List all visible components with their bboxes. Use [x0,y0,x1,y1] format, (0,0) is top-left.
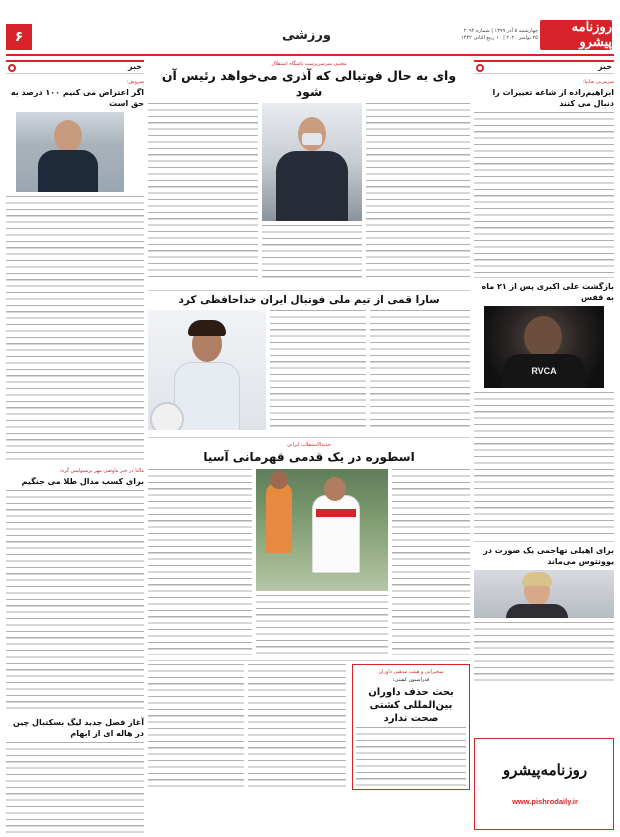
article-body [270,310,366,430]
article-body [474,112,614,274]
suit [276,151,348,221]
story-kicker: مالتا در خبر ماوضی مهر پرسپولیس گره: [59,468,144,474]
face [324,477,346,501]
article-body [148,469,252,655]
newspaper-ad [474,738,614,830]
article-body [370,310,470,430]
date-line-1: چهارشنبه ۵ آذر ۱۳۹۹ | شماره ۲۰۹۲ [463,28,538,34]
coach-photo [16,112,124,192]
story-kicker: مجتبی سرسرپرست باشگاه استقلال [271,61,347,67]
home-player [312,495,360,573]
bottom-headline: اسطوره در یک قدمی قهرمانی آسیا [203,450,415,464]
jacket [38,150,98,192]
article-body [262,225,362,281]
box-kicker: سخنرانی و هیئت مذهبی داوران [378,669,444,675]
lead-headline: وای به حال فوتبالی که آذری می‌خواهد رئیس آن شود [161,68,457,99]
story-headline: برای کسب مدال طلا می جنگیم [21,477,144,486]
story-headline: برای اهیلی تهاجمی یک صورت در یوونتوس می‌ماند [483,546,614,566]
face [270,471,288,489]
news-tag [474,60,614,74]
mid-headline: سارا قمی از تیم ملی فوتبال ایران خداحافظی کرد [178,294,440,306]
news-tag [6,60,144,74]
masthead-logo: روزنامه پیشرو [540,20,612,50]
news-tag-label: خبر [127,62,142,71]
article-body [148,103,258,281]
article-body [6,490,144,714]
article-body [148,664,244,788]
section-title: ورزشی [282,28,331,43]
hair [522,572,552,586]
article-body [6,196,144,464]
divider [474,277,614,278]
face [54,120,82,152]
box-sub: فدراسیون کشتی: [392,677,430,683]
page-header [0,0,620,56]
article-body [366,103,470,281]
tag-circle-icon [476,64,484,72]
ad-url[interactable]: www.pishrodaily.ir [512,797,578,806]
article-body [474,392,614,538]
highlight-box [352,664,470,790]
face [524,316,562,358]
divider [474,541,614,542]
shirt-brand: RVCA [531,366,557,376]
player-photo [474,570,614,618]
ad-logo: روزنامه‌پیشرو [502,761,588,779]
issue-date [448,28,538,42]
right-column [474,60,614,830]
date-line-2: ۲۵ نوامبر ۲۰۲۰ | ۱۰ ربیع الثانی ۱۴۴۲ [461,35,538,41]
left-column [6,60,144,830]
article-body [256,595,388,655]
opponent-player [266,483,292,553]
tag-circle-icon [8,64,16,72]
story-kicker: جدیدالاستقلاب ایرانی [287,442,331,448]
lead-story-body [148,103,470,287]
main-column [148,60,470,830]
bottom-story-body [148,469,470,657]
divider [148,660,470,661]
article-body [474,622,614,686]
article-body [356,727,466,787]
official-photo [262,103,362,221]
jersey [506,604,568,618]
article-body [248,664,346,788]
news-tag-label: خبر [597,62,612,71]
story-kicker: سرمربی سایپا: [582,79,614,85]
story-kicker: سروش: [126,79,144,85]
ball-icon [150,402,184,430]
match-photo [256,469,388,591]
divider [148,437,470,438]
divider [148,290,470,291]
story-headline: بازگشت علی اکبری پس از ۲۱ ماه به قفس [481,282,614,302]
bottom-row [148,664,470,794]
story-headline: ابراهیم‌زاده از شاغه تغییرات را دنبال می کنند [492,88,614,108]
fighter-photo [484,306,604,388]
jersey-stripe [316,509,356,517]
story-headline: آغاز فصل جدید لیگ بسکتبال چین در هاله ای از ابهام [13,718,144,738]
page-number: ۶ [6,24,32,50]
story-headline: اگر اعتراض می کنیم ۱۰۰ درصد به حق است [10,88,144,108]
article-body [392,469,470,655]
face-mask [302,133,322,145]
header-rule [6,54,614,56]
box-headline: بحث حذف داوران بین‌المللی کشتی صحت ندارد [368,687,454,724]
hair [188,320,226,336]
player-photo [148,310,266,430]
article-body [6,742,144,837]
mid-story-body [148,310,470,434]
